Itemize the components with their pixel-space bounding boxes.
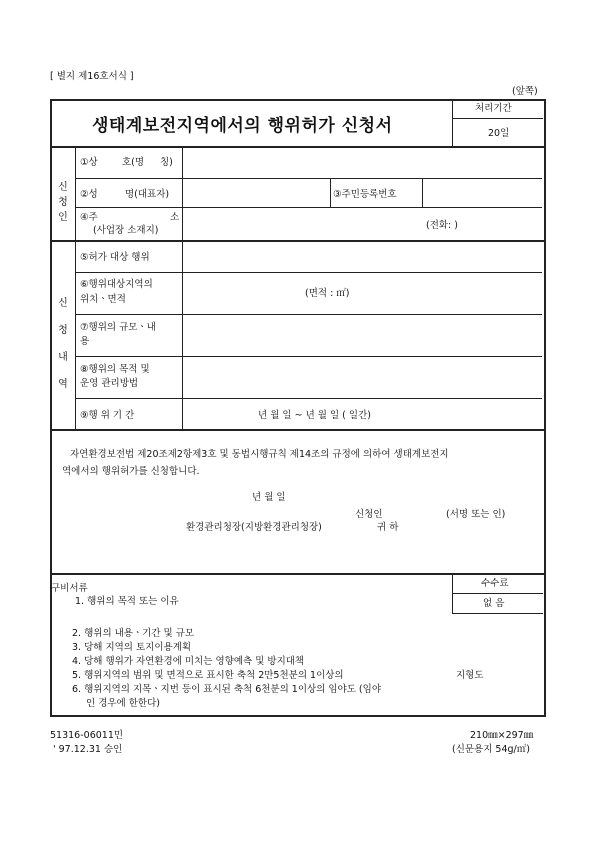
phone-field[interactable]: (전화: ): [426, 220, 458, 231]
address-label-1: ④주: [80, 212, 98, 223]
scale-label-2: 용: [80, 336, 90, 347]
fee-label: 수수료: [481, 578, 509, 589]
statement-line-2: 역에서의 행위허가를 신청합니다.: [62, 466, 200, 477]
paper-type: (신문용지 54g/㎡): [452, 744, 530, 755]
rep-label-2: 명(대표자): [125, 189, 170, 200]
document-item-6: 6. 행위지역의 지목ㆍ지번 등이 표시된 축척 6천분의 1이상의 임야도 (임야: [72, 684, 381, 695]
signature-field[interactable]: (서명 또는 인): [446, 509, 506, 520]
application-section-char-2: 청: [58, 325, 68, 336]
rrn-label: ③주민등록번호: [333, 189, 397, 200]
application-bottom-rule: [50, 429, 544, 431]
form-title: 생태계보전지역에서의 행위허가 신청서: [92, 116, 393, 136]
address-label-2: 소: [170, 212, 180, 223]
row-line-3: [75, 272, 542, 273]
paper-size: 210㎜×297㎜: [470, 730, 534, 741]
period-label: ⑨행 위 기 간: [80, 410, 135, 421]
name-label-1: ①상: [80, 157, 98, 168]
target-label: ⑤허가 대상 행위: [80, 252, 150, 263]
signature-date[interactable]: 년 월 일: [252, 492, 286, 503]
name-label-2: 호(명: [122, 157, 145, 168]
area-field[interactable]: (면적 : ㎡): [305, 288, 350, 299]
scale-field[interactable]: [183, 315, 541, 355]
form-code: 51316-06011민: [50, 730, 124, 741]
name-field[interactable]: [183, 147, 541, 178]
document-item-5-suffix: 지형도: [456, 670, 484, 681]
document-item-5: 5. 행위지역의 범위 및 면적으로 표시한 축척 2만5천분의 1이상의: [72, 670, 344, 681]
rrn-divider-1: [330, 178, 331, 207]
rep-field[interactable]: [183, 179, 329, 207]
applicant-section-char-1: 신: [58, 182, 68, 193]
rrn-field[interactable]: [423, 179, 541, 207]
row-line-6: [75, 398, 542, 399]
location-label-2: 위치ㆍ면적: [80, 294, 126, 305]
title-divider: [452, 100, 453, 146]
fee-mid-line: [452, 593, 543, 594]
statement-bottom-rule: [50, 573, 544, 575]
period-field[interactable]: 년 월 일 ~ 년 월 일 ( 일간): [258, 410, 371, 421]
processing-label: 처리기간: [475, 103, 512, 114]
documents-label: 구비서류: [51, 583, 88, 594]
fee-value: 없 음: [483, 598, 505, 609]
document-item-2: 2. 행위의 내용ㆍ기간 및 규모: [72, 628, 195, 639]
purpose-field[interactable]: [183, 357, 541, 397]
application-section-char-1: 신: [58, 298, 68, 309]
page-side-label: (앞쪽): [512, 86, 538, 97]
honorific-label: 귀 하: [377, 522, 399, 533]
location-label-1: ⑥행위대상지역의: [80, 279, 153, 290]
applicant-section-char-2: 청: [58, 197, 68, 208]
document-item-1: 1. 행위의 목적 또는 이유: [75, 596, 179, 607]
statement-line-1: 자연환경보전법 제20조제2항제3호 및 동법시행규칙 제14조의 규정에 의하여 생태계보전지: [70, 449, 449, 460]
applicant-signature-label: 신청인: [355, 509, 383, 520]
recipient-label: 환경관리청장(지방환경관리청장): [186, 522, 322, 533]
purpose-label-2: 운영 관리방법: [80, 378, 139, 389]
document-item-3: 3. 당해 지역의 토지이용계획: [72, 642, 192, 653]
address-label-3: (사업장 소재지): [93, 225, 159, 236]
application-section-char-3: 내: [58, 352, 68, 363]
application-section-char-4: 역: [58, 379, 68, 390]
target-field[interactable]: [183, 242, 541, 272]
address-field[interactable]: [183, 208, 423, 239]
rep-label-1: ②성: [80, 189, 98, 200]
document-item-6-cont: 인 경우에 한한다): [86, 698, 160, 709]
form-number: [ 별지 제16호서식 ]: [50, 71, 134, 82]
name-label-3: 칭): [160, 157, 173, 168]
scale-label-1: ⑦행위의 규모ㆍ내: [80, 322, 156, 333]
applicant-section-char-3: 인: [58, 212, 68, 223]
processing-value: 20일: [488, 128, 510, 139]
fee-divider: [452, 574, 453, 614]
section-col-line: [75, 147, 76, 429]
processing-divider: [452, 118, 543, 119]
fee-bottom-line: [452, 613, 543, 614]
approval-date: ' 97.12.31 승인: [53, 744, 123, 755]
document-item-4: 4. 당해 행위가 자연환경에 미치는 영향예측 및 방지대책: [72, 656, 305, 667]
purpose-label-1: ⑧행위의 목적 및: [80, 364, 150, 375]
